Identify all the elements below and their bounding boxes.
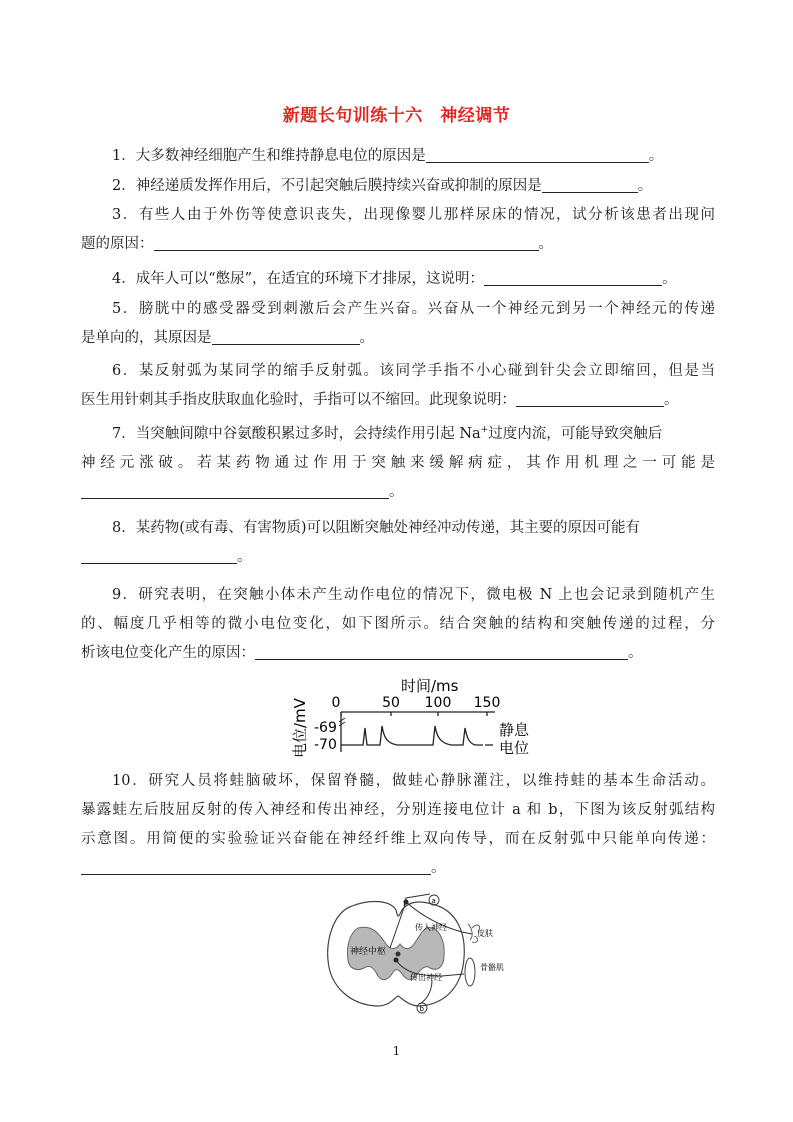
question-text: 暴露蛙左后肢屈反射的传入神经和传出神经，分别连接电位计 a 和 b，下图为该反射弧结构 <box>81 802 715 818</box>
question-text: 9．研究表明，在突触小体未产生动作电位的情况下，微电极 N 上也会记录到随机产生 <box>112 587 715 603</box>
answer-blank[interactable] <box>154 234 539 251</box>
time-axis-label: 时间/ms <box>401 677 459 695</box>
answer-blank[interactable] <box>426 146 649 163</box>
answer-blank[interactable] <box>542 176 638 193</box>
question-6: 6．某反射弧为某同学的缩手反射弧。该同学手指不小心碰到针尖会立即缩回，但是当 医生用针刺其手指皮肤取血化验时，手指可以不缩回。此现象说明： 。 <box>81 357 715 415</box>
question-text: 是单向的，其原因是 <box>81 330 212 346</box>
muscle-label: 骨骼肌 <box>480 963 504 972</box>
answer-blank[interactable] <box>484 269 662 286</box>
skin-label: 皮肤 <box>477 929 493 938</box>
question-text: 10．研究人员将蛙脑破坏，保留脊髓，做蛙心静脉灌注，以维持蛙的基本生命活动。 <box>112 773 715 789</box>
question-text: 8．某药物(或有毒、有害物质)可以阻断突触处神经冲动传递，其主要的原因可能有 <box>112 520 641 536</box>
time-tick: 150 <box>473 695 501 711</box>
reflex-arc-figure <box>322 888 510 1016</box>
time-tick: 100 <box>424 695 452 711</box>
question-text: 医生用针刺其手指皮肤取血化验时，手指可以不缩回。此现象说明： <box>81 392 516 408</box>
question-8: 8．某药物(或有毒、有害物质)可以阻断突触处神经冲动传递，其主要的原因可能有 。 <box>81 514 715 572</box>
question-text: 神经元涨破。若某药物通过作用于突触来缓解病症，其作用机理之一可能是 <box>81 455 715 471</box>
answer-blank[interactable] <box>81 482 389 499</box>
skeletal-muscle <box>465 958 475 986</box>
resting-potential-label: 静息 <box>499 721 530 739</box>
answer-blank[interactable] <box>212 328 360 345</box>
question-7: 7．当突触间隙中谷氨酸积累过多时，会持续作用引起 Na+过度内流，可能导致突触后 神经元涨破。若某药物通过作用于突触来缓解病症，其作用机理之一可能是 。 <box>81 425 715 500</box>
answer-blank[interactable] <box>516 390 664 407</box>
question-text: 1．大多数神经细胞产生和维持静息电位的原因是 <box>112 148 426 164</box>
question-text: 7．当突触间隙中谷氨酸积累过多时，会持续作用引起 Na <box>112 426 481 442</box>
afferent-nerve-label: 传入神经 <box>415 923 447 932</box>
question-text: 题的原因： <box>81 236 154 252</box>
question-text: 5．膀胱中的感受器受到刺激后会产生兴奋。兴奋从一个神经元到另一个神经元的传递 <box>112 301 715 317</box>
potential-trace <box>341 726 483 745</box>
question-text: 2．神经递质发挥作用后，不引起突触后膜持续兴奋或抑制的原因是 <box>112 178 542 194</box>
potential-tick: -69 <box>314 720 337 736</box>
answer-blank[interactable] <box>81 858 431 875</box>
answer-blank[interactable] <box>255 643 628 660</box>
potential-trace-figure <box>283 676 543 764</box>
question-1: 1．大多数神经细胞产生和维持静息电位的原因是 。 <box>112 148 664 164</box>
resting-potential-label: 电位 <box>499 739 530 757</box>
time-tick: 50 <box>382 695 400 711</box>
question-text: 析该电位变化产生的原因： <box>81 645 255 661</box>
question-text: 的、幅度几乎相等的微小电位变化，如下图所示。结合突触的结构和突触传递的过程，分 <box>81 616 715 632</box>
potential-axis-label: 电位/mV <box>291 698 309 758</box>
nerve-center-label: 神经中枢 <box>350 947 387 957</box>
page-title: 新题长句训练十六 神经调节 <box>282 106 511 126</box>
question-9: 9．研究表明，在突触小体未产生动作电位的情况下，微电极 N 上也会记录到随机产生 的、幅度几乎相等的微小电位变化，如下图所示。结合突触的结构和突触传递的过程，分 析该电位变化产生的原因： 。 <box>81 581 715 668</box>
svg-text:b: b <box>419 1005 424 1013</box>
answer-blank[interactable] <box>81 547 237 564</box>
question-text: 示意图。用简便的实验验证兴奋能在神经纤维上双向传导，而在反射弧中只能单向传递： <box>81 831 715 847</box>
question-3: 3．有些人由于外伤等使意识丧失，出现像婴儿那样尿床的情况，试分析该患者出现问 题的原因： 。 <box>81 201 715 259</box>
efferent-nerve-label: 传出神经 <box>410 973 442 982</box>
time-tick: 0 <box>331 695 341 711</box>
question-text: 3．有些人由于外伤等使意识丧失，出现像婴儿那样尿床的情况，试分析该患者出现问 <box>112 207 715 223</box>
question-2: 2．神经递质发挥作用后，不引起突触后膜持续兴奋或抑制的原因是 。 <box>112 178 653 194</box>
question-4: 4．成年人可以“憋尿”，在适宜的环境下才排尿，这说明： 。 <box>112 271 677 287</box>
potential-tick: -70 <box>314 737 337 753</box>
svg-text:a: a <box>431 897 436 905</box>
page-number: 1 <box>392 1044 401 1058</box>
question-10: 10．研究人员将蛙脑破坏，保留脊髓，做蛙心静脉灌注，以维持蛙的基本生命活动。 暴露蛙左后肢屈反射的传入神经和传出神经，分别连接电位计 a 和 b，下图为该反射弧结构 示意图。用简便的实验验证兴奋能在神经纤维上双向传导，而在反射弧中只能单向传递： 。 <box>81 767 715 883</box>
question-5: 5．膀胱中的感受器受到刺激后会产生兴奋。兴奋从一个神经元到另一个神经元的传递 是单向的，其原因是 。 <box>81 295 715 353</box>
question-text: 4．成年人可以“憋尿”，在适宜的环境下才排尿，这说明： <box>112 271 485 287</box>
question-text: 6．某反射弧为某同学的缩手反射弧。该同学手指不小心碰到针尖会立即缩回，但是当 <box>112 363 715 379</box>
